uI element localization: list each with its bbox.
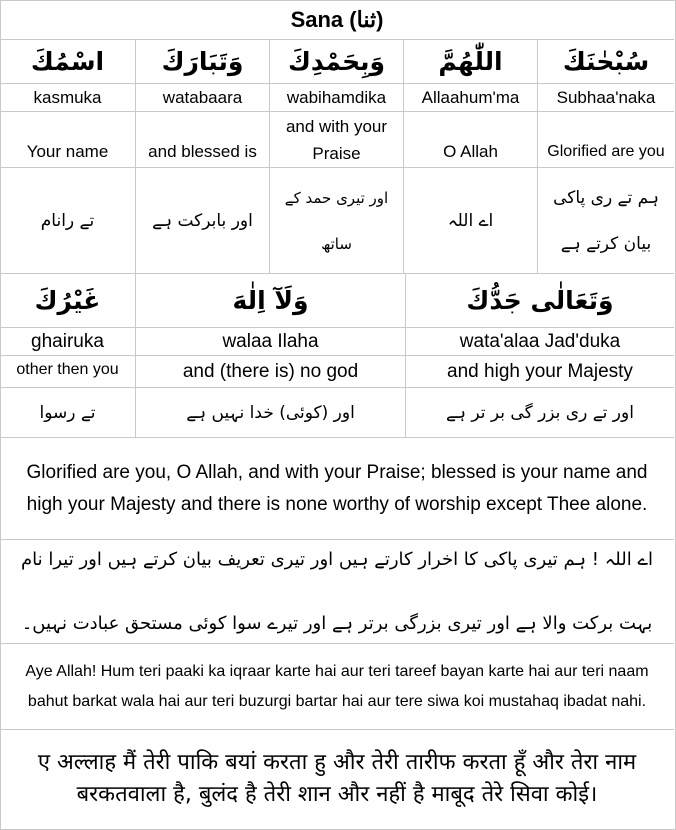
english-meaning: Glorified are you — [547, 143, 665, 160]
arabic-word: وَتَعَالٰى جَدُّكَ — [466, 286, 614, 315]
arabic-word: اللّٰھُمَّ — [404, 40, 538, 83]
page-title: Sana (ثنا) — [290, 6, 384, 32]
urdu-meaning: ہم تے ری پاکی بیان کرتے ہے — [553, 187, 659, 254]
urdu-meaning: اور تیری حمد کے ساتھ — [270, 168, 404, 273]
urdu-row-2 — [0, 388, 674, 438]
english-row-2 — [0, 356, 674, 388]
transliteration: Allaahum'ma — [404, 84, 538, 111]
english-meaning: and (there is) no god — [136, 356, 406, 387]
full-roman-urdu-translation: Aye Allah! Hum teri paaki ka iqraar karte hai aur teri tareef bayan karte hai aur teri naam bahut barkat wala hai aur teri buzurgi bartar hai aur tere siwa koi mustahaq ibadat nahi. — [0, 644, 674, 730]
full-hindi-translation: ए अल्लाह मैं तेरी पाकि बयां करता हु और तेरी तारीफ करता हूँ और तेरा नाम बरकतवाला है, बुलंद है तेरी शान और नहीं है माबूद तेरे सिवा कोई। — [37, 750, 637, 807]
full-urdu-translation: اے اللہ ! ہم تیری پاکی کا اخرار کارتے ہیں اور تیری تعریف بیان کرتے ہیں اور تیرا نام بہت برکت والا ہے اور تیری بزرگی برتر ہے اور تیرے سوا کوئی مستحق عبادت نہیں۔ — [0, 540, 674, 644]
english-row-1 — [0, 112, 674, 168]
arabic-word: غَيْرُكَ — [0, 274, 136, 327]
urdu-meaning: اور بابرکت ہے — [136, 168, 270, 273]
urdu-meaning: تے رسوا — [0, 388, 136, 437]
english-meaning: and with your Praise — [270, 112, 404, 167]
transliteration: ghairuka — [0, 328, 136, 355]
arabic-word: وَبِحَمْدِكَ — [270, 40, 404, 83]
urdu-meaning: اے اللہ — [404, 168, 538, 273]
urdu-meaning: تے رانام — [0, 168, 136, 273]
urdu-row-1 — [0, 168, 674, 274]
transliteration: watabaara — [136, 84, 270, 111]
english-meaning: other then you — [0, 356, 136, 387]
arabic-word: وَلَآ اِلٰهَ — [136, 274, 406, 327]
arabic-word: اسْمُكَ — [0, 40, 136, 83]
transliteration: wabihamdika — [270, 84, 404, 111]
arabic-word: وَتَبَارَكَ — [136, 40, 270, 83]
translit-row-1 — [0, 84, 674, 112]
translit-row-2 — [0, 328, 674, 356]
arabic-row-1 — [0, 40, 674, 84]
urdu-meaning: اور تے ری بزر گی بر تر ہے — [446, 403, 634, 423]
transliteration: walaa Ilaha — [136, 328, 406, 355]
english-meaning: Your name — [0, 112, 136, 167]
transliteration: kasmuka — [0, 84, 136, 111]
english-meaning: and high your Majesty — [447, 360, 633, 382]
transliteration: wata'alaa Jad'duka — [459, 330, 621, 352]
english-meaning: O Allah — [404, 112, 538, 167]
english-meaning: and blessed is — [136, 112, 270, 167]
arabic-row-2 — [0, 274, 674, 328]
full-english-translation: Glorified are you, O Allah, and with your Praise; blessed is your name and high your Majesty and there is none worthy of worship except Thee alone. — [0, 438, 674, 540]
transliteration: Subhaa'naka — [556, 87, 656, 107]
title-row — [0, 0, 674, 40]
urdu-meaning: اور (کوئی) خدا نہیں ہے — [136, 388, 406, 437]
arabic-word: سُبْحٰنَكَ — [562, 47, 650, 76]
